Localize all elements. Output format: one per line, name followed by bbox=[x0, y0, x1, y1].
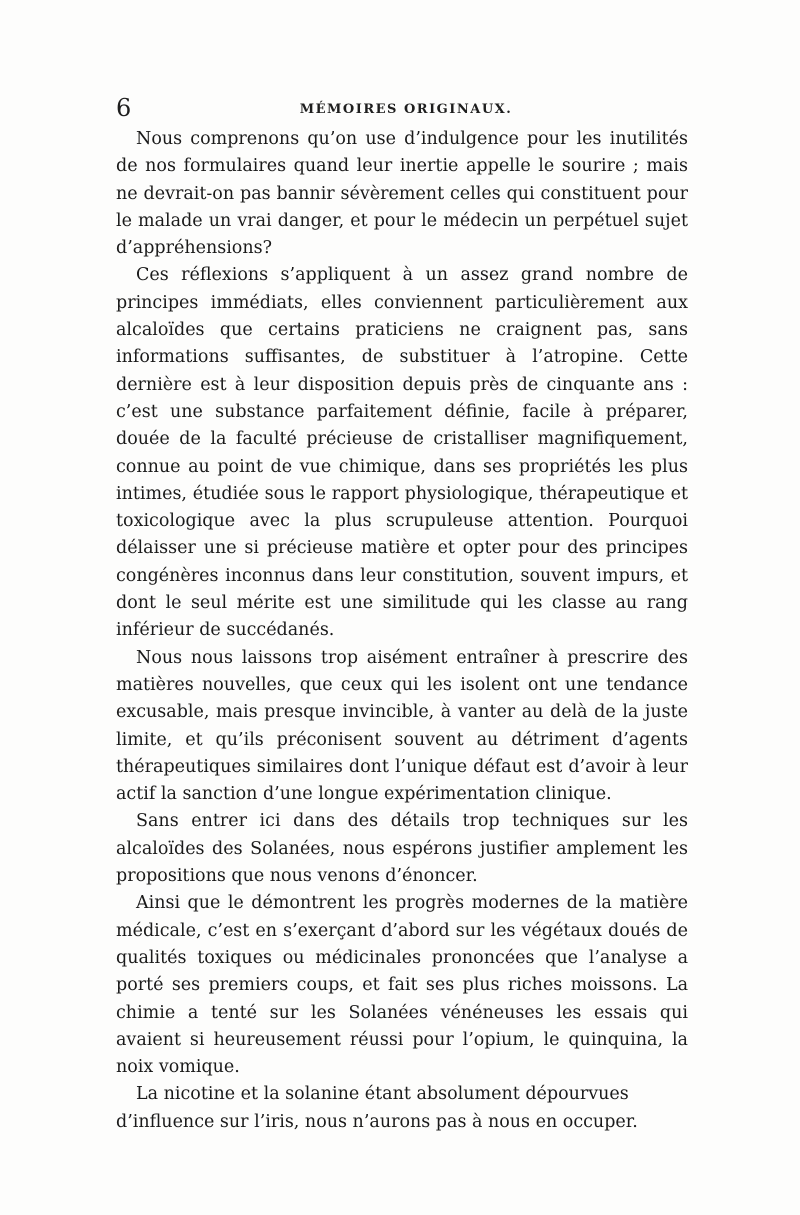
page-number: 6 bbox=[116, 94, 132, 122]
body-text bbox=[116, 126, 688, 1136]
page-header bbox=[116, 95, 696, 125]
paragraph: Ainsi que le démontrent les progrès modernes de la matière médicale, c’est en s’exerçant d’abord sur les végétaux doués de qualités toxiques ou médicinales prononcées que l’analyse a porté ses premiers coups, et fait ses plus riches moissons. La chimie a tenté sur les Solanées vénéneuses les essais qui avaient si heureusement réussi pour l’opium, le quinquina, la noix vomique. bbox=[116, 893, 688, 1078]
paragraph: La nicotine et la solanine étant absolument dépourvues d’influence sur l’iris, nous n’aurons pas à nous en occuper. bbox=[116, 1084, 638, 1132]
running-title: MÉMOIRES ORIGINAUX. bbox=[299, 102, 513, 117]
paragraph: Nous comprenons qu’on use d’indulgence pour les inutilités de nos formulaires quand leur inertie appelle le sourire ; mais ne devrait-on pas bannir sévèrement celles qui constituent pour le malade un vrai danger, et pour le médecin un perpétuel sujet d’appréhensions? bbox=[116, 129, 688, 259]
paragraph: Sans entrer ici dans des détails trop techniques sur les alcaloïdes des Solanées, nous espérons justifier amplement les propositions que nous venons d’énoncer. bbox=[116, 811, 688, 887]
paragraph: Ces réflexions s’appliquent à un assez grand nombre de principes immédiats, elles conviennent particulièrement aux alcaloïdes que certains praticiens ne craignent pas, sans informations suffisantes, de substituer à l’atropine. Cette dernière est à leur disposition depuis près de cinquante ans : c’est une substance parfaitement définie, facile à préparer, douée de la faculté précieuse de cristalliser magnifiquement, connue au point de vue chimique, dans ses propriétés les plus intimes, étudiée sous le rapport physiologique, thérapeutique et toxicologique avec la plus scrupuleuse attention. Pourquoi délaisser une si précieuse matière et opter pour des principes congénères inconnus dans leur constitution, souvent impurs, et dont le seul mérite est une similitude qui les classe au rang inférieur de succédanés. bbox=[116, 265, 688, 641]
paragraph: Nous nous laissons trop aisément entraîner à prescrire des matières nouvelles, que ceux qui les isolent ont une tendance excusable, mais presque invincible, à vanter au delà de la juste limite, et qu’ils préconisent souvent au détriment d’agents thérapeutiques similaires dont l’unique défaut est d’avoir à leur actif la sanction d’une longue expérimentation clinique. bbox=[116, 647, 688, 805]
